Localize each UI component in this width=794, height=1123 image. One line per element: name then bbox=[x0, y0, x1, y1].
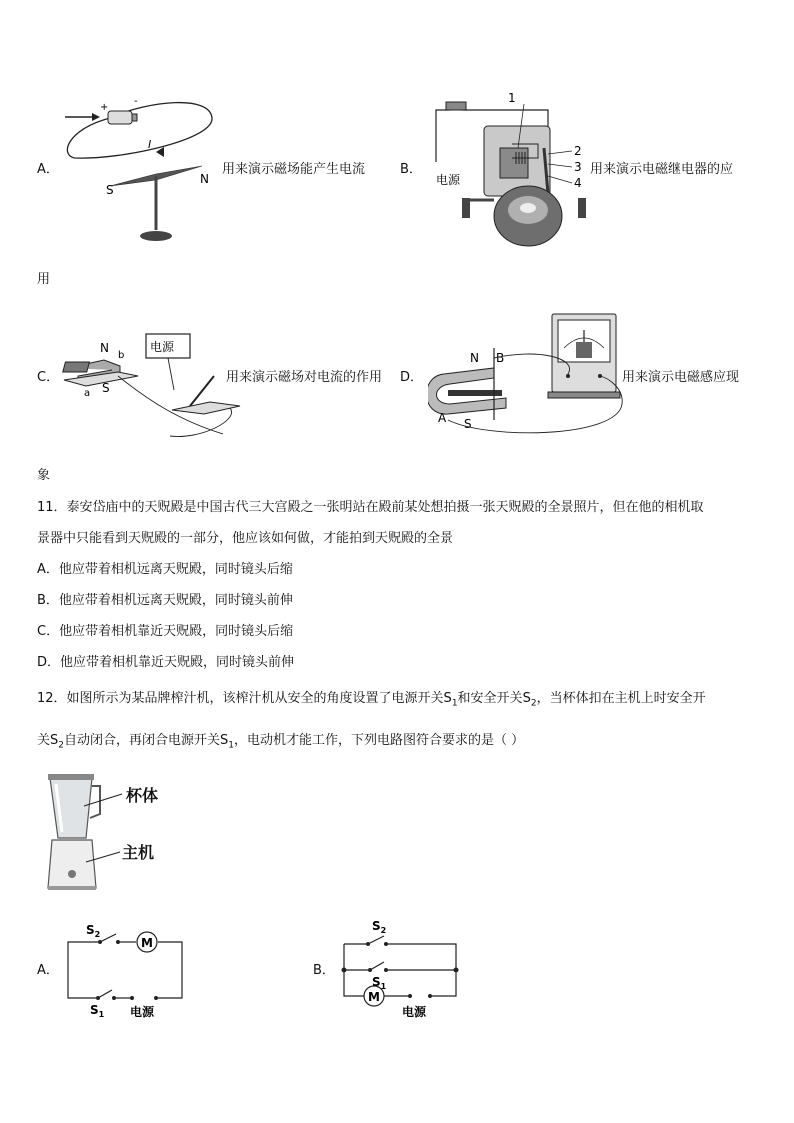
current-label: I bbox=[148, 138, 152, 151]
option-a-letter: A． bbox=[37, 162, 59, 177]
south-label: S bbox=[106, 183, 114, 197]
option-a-text: 用来演示磁场能产生电流 bbox=[222, 162, 366, 177]
part-3-label: 3 bbox=[574, 160, 582, 174]
point-b-label: b bbox=[118, 350, 125, 361]
s2-label-b: S bbox=[372, 919, 381, 933]
power-label-a: 电源 bbox=[130, 1005, 155, 1019]
part-4-label: 4 bbox=[574, 176, 582, 190]
q11-option-a: A．他应带着相机远离天贶殿，同时镜头后缩 bbox=[37, 562, 293, 577]
point-b-label-d: B bbox=[496, 351, 505, 365]
base-label: 主机 bbox=[122, 843, 155, 862]
point-a-label-d: A bbox=[438, 411, 447, 425]
q11-option-c: C．他应带着相机靠近天贶殿，同时镜头后缩 bbox=[37, 624, 294, 639]
circuit-b-letter: B． bbox=[313, 963, 335, 978]
circuit-b-diagram bbox=[336, 912, 466, 1024]
figure-b-relay bbox=[428, 88, 588, 250]
south-label-c: S bbox=[102, 381, 110, 395]
q11-option-d: D．他应带着相机靠近天贶殿，同时镜头前伸 bbox=[37, 655, 295, 670]
option-c-text: 用来演示磁场对电流的作用 bbox=[226, 370, 383, 385]
north-label-c: N bbox=[100, 341, 109, 355]
juicer-figure bbox=[40, 770, 180, 895]
s1-label-a: S bbox=[90, 1003, 99, 1017]
option-b-wrap: 用 bbox=[37, 272, 51, 287]
motor-symbol-b: M bbox=[368, 990, 380, 1004]
plus-sign: + bbox=[100, 102, 109, 113]
q12-stem-line2: 关$S_2$自动闭合，再闭合电源开关$S_1$，电动机才能工作，下列电路图符合要求的是（ ） bbox=[37, 733, 525, 751]
option-c-letter: C． bbox=[37, 370, 60, 385]
option-b-text: 用来演示电磁继电器的应 bbox=[590, 162, 734, 177]
circuit-a-letter: A． bbox=[37, 963, 59, 978]
svg-text:S1: $S_1$ bbox=[372, 975, 387, 991]
circuit-a-diagram bbox=[60, 918, 190, 1023]
q11-option-b: B．他应带着相机远离天贶殿，同时镜头前伸 bbox=[37, 593, 293, 608]
option-d-letter: D． bbox=[400, 370, 424, 385]
point-a-label: a bbox=[84, 388, 91, 399]
motor-symbol-a: M bbox=[141, 936, 153, 950]
figure-d-induction bbox=[428, 308, 623, 443]
svg-text:S1: $S_1$ bbox=[90, 1003, 105, 1019]
option-d-text: 用来演示电磁感应现 bbox=[622, 370, 740, 385]
figure-c-switch-wire bbox=[170, 350, 250, 440]
part-2-label: 2 bbox=[574, 144, 582, 158]
q11-stem-line1: 11．泰安岱庙中的天贶殿是中国古代三大宫殿之一张明站在殿前某处想拍摄一张天贶殿的全景照片，但在他的相机取 bbox=[37, 500, 704, 515]
svg-text:S2: $S_2$ bbox=[86, 923, 101, 939]
figure-a-oersted bbox=[60, 90, 220, 245]
power-label: 电源 bbox=[436, 173, 461, 187]
minus-sign: - bbox=[134, 96, 138, 107]
part-1-label: 1 bbox=[508, 91, 516, 105]
q12-stem-line1: 12．如图所示为某品牌榨汁机，该榨汁机从安全的角度设置了电源开关$S_1$和安全开关$S_2$，当杯体扣在主机上时安全开 bbox=[37, 691, 706, 709]
south-label-d: S bbox=[464, 417, 472, 431]
s1-label-b: S bbox=[372, 975, 381, 989]
north-label-d: N bbox=[470, 351, 479, 365]
power-label-b: 电源 bbox=[402, 1005, 427, 1019]
power-label-c: 电源 bbox=[150, 340, 175, 354]
q11-stem-line2: 景器中只能看到天贶殿的一部分，他应该如何做，才能拍到天贶殿的全景 bbox=[37, 531, 454, 546]
s2-label-a: S bbox=[86, 923, 95, 937]
option-d-wrap: 象 bbox=[37, 468, 51, 483]
cup-label: 杯体 bbox=[126, 786, 159, 805]
north-label: N bbox=[200, 172, 209, 186]
option-b-letter: B． bbox=[400, 162, 422, 177]
svg-text:S2: $S_2$ bbox=[372, 919, 387, 935]
